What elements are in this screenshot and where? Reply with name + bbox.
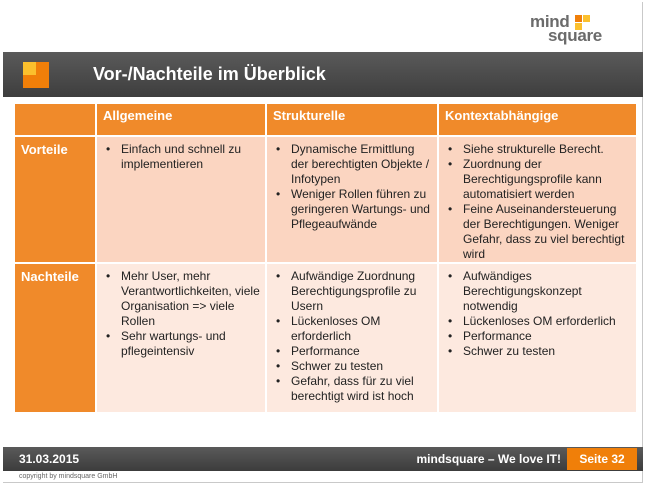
list-item: • Schwer zu testen bbox=[291, 359, 433, 374]
header-corner bbox=[14, 103, 96, 136]
row-nachteile bbox=[14, 263, 637, 413]
mindsquare-logo bbox=[530, 12, 626, 46]
comparison-table bbox=[13, 102, 638, 414]
footer-date: 31.03.2015 bbox=[19, 452, 80, 466]
row-label-nachteile: Nachteile bbox=[14, 263, 96, 413]
header-kontextabhaengige: Kontextabhängige bbox=[438, 103, 637, 136]
footer-slogan: mindsquare – We love IT! bbox=[416, 452, 561, 466]
list-item: • Performance bbox=[291, 344, 433, 359]
cell-vorteile-strukturelle bbox=[266, 136, 438, 263]
list-item: • Lückenloses OM erforderlich bbox=[291, 314, 433, 344]
list-item: • Schwer zu testen bbox=[463, 344, 632, 359]
row-vorteile bbox=[14, 136, 637, 263]
header-row bbox=[14, 103, 637, 136]
page-number: Seite 32 bbox=[567, 448, 637, 470]
square-logo-icon bbox=[23, 62, 49, 88]
footer-bar bbox=[3, 447, 643, 471]
header-allgemeine: Allgemeine bbox=[96, 103, 266, 136]
list-item: • Gefahr, dass für zu viel berechtigt wird ist hoch bbox=[291, 374, 433, 404]
slide bbox=[3, 2, 643, 483]
list-item: • Einfach und schnell zu implementieren bbox=[121, 142, 261, 172]
logo-square-yellow bbox=[583, 15, 590, 22]
header-strukturelle: Strukturelle bbox=[266, 103, 438, 136]
list-item: • Siehe strukturelle Berecht. bbox=[463, 142, 632, 157]
list-item: • Mehr User, mehr Verantwortlichkeiten, viele Organisation => viele Rollen bbox=[121, 269, 261, 329]
list-item: • Feine Auseinandersteuerung der Berechtigungen. Weniger Gefahr, dass zu viel berechtigt wird bbox=[463, 202, 632, 262]
list-item: • Aufwändiges Berechtigungskonzept notwendig bbox=[463, 269, 632, 314]
list-item: • Weniger Rollen führen zu geringeren Wartungs- und Pflegeaufwände bbox=[291, 187, 433, 232]
list-item: • Sehr wartungs- und pflegeintensiv bbox=[121, 329, 261, 359]
list-item: • Performance bbox=[463, 329, 632, 344]
copyright-text: copyright by mindsquare GmbH bbox=[19, 473, 118, 480]
cell-nachteile-strukturelle bbox=[266, 263, 438, 413]
list-item: • Lückenloses OM erforderlich bbox=[463, 314, 632, 329]
title-bar bbox=[3, 52, 643, 97]
slide-title: Vor-/Nachteile im Überblick bbox=[93, 64, 326, 84]
logo-square-orange bbox=[575, 15, 582, 22]
list-item: • Zuordnung der Berechtigungsprofile kann automatisiert werden bbox=[463, 157, 632, 202]
cell-vorteile-kontext bbox=[438, 136, 637, 263]
logo-text-mind: mind bbox=[530, 12, 570, 31]
row-label-vorteile: Vorteile bbox=[14, 136, 96, 263]
list-item: • Dynamische Ermittlung der berechtigten Objekte / Infotypen bbox=[291, 142, 433, 187]
cell-nachteile-allgemeine bbox=[96, 263, 266, 413]
cell-nachteile-kontext bbox=[438, 263, 637, 413]
logo-text-square: square bbox=[548, 26, 602, 45]
cell-vorteile-allgemeine bbox=[96, 136, 266, 263]
list-item: • Aufwändige Zuordnung Berechtigungsprofile zu Usern bbox=[291, 269, 433, 314]
